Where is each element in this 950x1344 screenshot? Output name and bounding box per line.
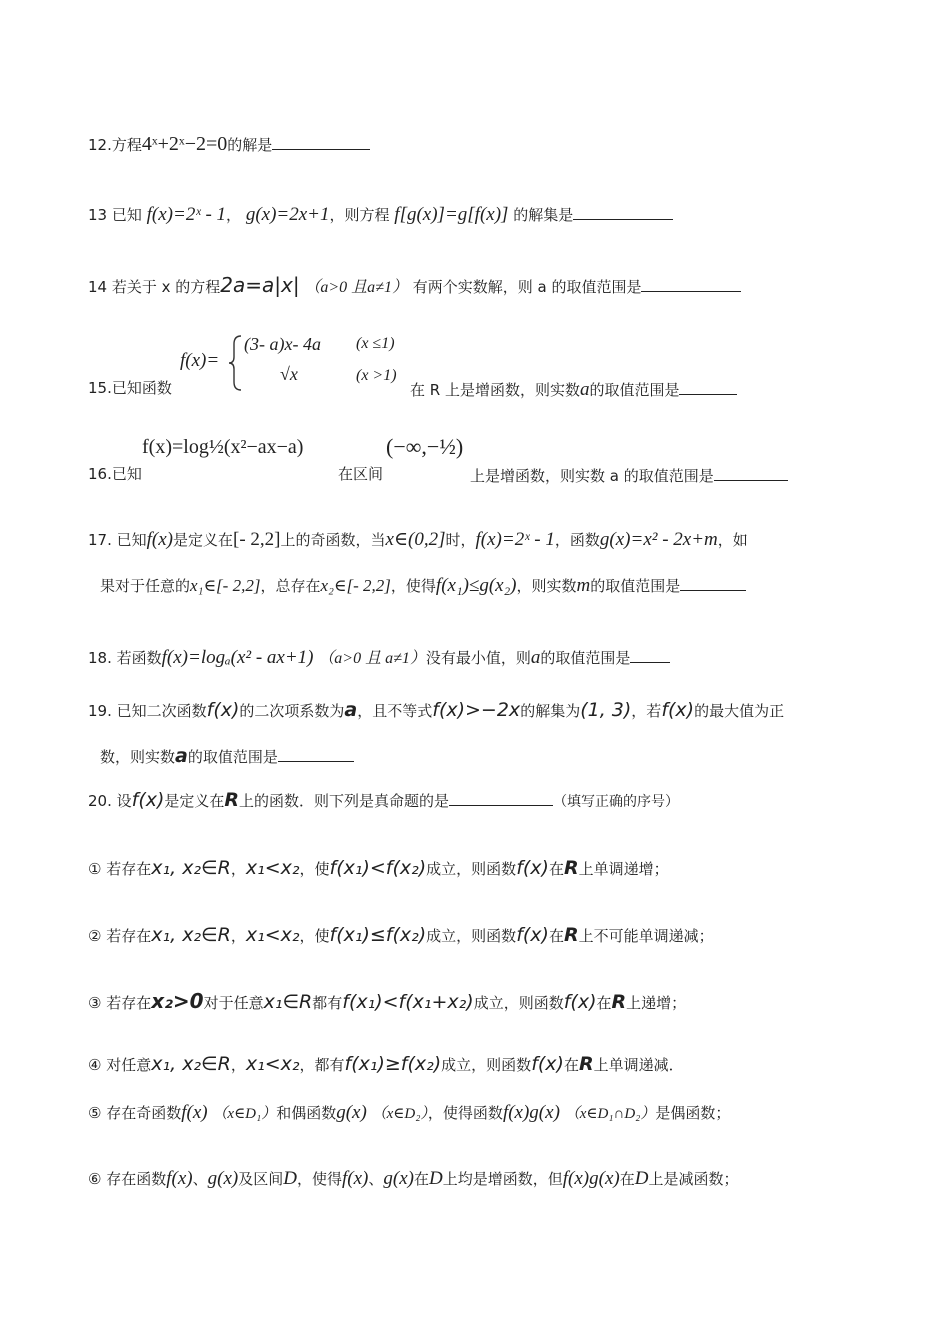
statement-2-text-5: 在 — [548, 927, 564, 945]
q14-equation: 2a=a|x| — [220, 273, 300, 297]
q15-cond2: (x >1) — [356, 367, 397, 384]
statement-5 — [88, 1101, 730, 1126]
question-17-line-2 — [100, 574, 746, 598]
q19-a-2: a — [175, 745, 188, 767]
statement-4-R: R — [578, 1053, 594, 1075]
q15-mid: 在 R 上是增函数，则实数 — [410, 381, 580, 399]
q17-text-1: 是定义在 — [173, 531, 234, 549]
statement-6-mark: ⑥ — [88, 1170, 102, 1188]
q20-R: R — [224, 789, 240, 811]
statement-4-text-1: 对任意 — [106, 1056, 152, 1074]
statement-2-relation: f(x₁)≤f(x₂) — [329, 924, 427, 946]
statement-1-text-5: 在 — [548, 860, 564, 878]
q15-var-a: a — [579, 379, 590, 400]
q15-left-brace — [228, 334, 244, 392]
q20-text-1: 是定义在 — [164, 792, 225, 810]
q13-mid: ，则方程 — [329, 206, 390, 224]
q17-g-def: g(x)=x² - 2x+m — [599, 529, 718, 550]
statement-2-vars: x₁, x₂∈R — [151, 924, 231, 946]
statement-2-text-1: 若存在 — [106, 927, 152, 945]
statement-2-mark: ② — [88, 927, 102, 945]
statement-1 — [88, 856, 669, 881]
statement-3-vars: x₂>0 — [151, 989, 204, 1013]
q20-note: （填写正确的序号） — [553, 794, 680, 810]
q17-domain: [- 2,2] — [233, 529, 281, 550]
q17-text-8: ，使得 — [390, 577, 436, 595]
statement-1-R: R — [563, 857, 579, 879]
q15-cond1: (x ≤1) — [356, 335, 395, 352]
statement-4-text-2: ， — [230, 1056, 246, 1074]
statement-6-text-6: 在 — [413, 1170, 429, 1188]
statement-5-cond-1: （x∈D₁） — [212, 1106, 277, 1122]
statement-5-text-4: 是偶函数； — [655, 1104, 731, 1122]
question-12 — [88, 132, 370, 157]
q19-prefix: 19. 已知二次函数 — [88, 702, 207, 720]
q18-answer-blank[interactable] — [630, 646, 670, 663]
statement-3-text-3: 都有 — [312, 994, 343, 1012]
statement-6-text-3: 及区间 — [238, 1170, 284, 1188]
q13-sep: ， — [226, 206, 242, 224]
q19-text-3: 的解集为 — [520, 702, 581, 720]
q17-text-9: ，则实数 — [516, 577, 577, 595]
statement-4-text-4: 成立，则函数 — [441, 1056, 532, 1074]
statement-4-text-5: 在 — [563, 1056, 579, 1074]
question-20 — [88, 788, 679, 814]
q13-answer-blank[interactable] — [573, 203, 673, 220]
q19-text-6: 数，则实数 — [100, 748, 176, 766]
q16-answer-blank[interactable] — [714, 464, 788, 481]
statement-3-mark: ③ — [88, 994, 102, 1012]
statement-5-text-3: ，使得函数 — [427, 1104, 503, 1122]
q20-text-2: 上的函数．则下列是真命题的是 — [239, 792, 450, 810]
statement-1-text-4: 成立，则函数 — [426, 860, 517, 878]
statement-6-f: f(x) — [166, 1168, 193, 1189]
question-17-line-1 — [88, 528, 748, 552]
q16-interval: (−∞,−½) — [386, 434, 464, 459]
statement-4-vars: x₁, x₂∈R — [151, 1053, 231, 1075]
statement-4-relation: f(x₁)≥f(x₂) — [344, 1053, 442, 1075]
statement-1-text-6: 上单调递增； — [578, 860, 669, 878]
statement-4-text-3: ，都有 — [299, 1056, 345, 1074]
statement-5-text-1: 存在奇函数 — [106, 1104, 182, 1122]
statement-5-g: g(x) — [336, 1102, 367, 1123]
q17-text-5: ，如 — [717, 531, 748, 549]
q17-text-6: 果对于任意的 — [100, 577, 191, 595]
statement-2 — [88, 923, 714, 948]
statement-6-text-7: 上均是增函数，但 — [442, 1170, 563, 1188]
statement-5-f: f(x) — [181, 1102, 208, 1123]
statement-1-mark: ① — [88, 860, 102, 878]
q17-prefix: 17. 已知 — [88, 531, 147, 549]
statement-6-fg: f(x)g(x) — [562, 1168, 620, 1189]
q19-text-4: ，若 — [631, 702, 662, 720]
statement-4 — [88, 1052, 684, 1077]
statement-1-f: f(x) — [516, 857, 549, 879]
question-19-line-1 — [88, 698, 784, 723]
statement-2-f: f(x) — [516, 924, 549, 946]
statement-6-text-1: 存在函数 — [106, 1170, 167, 1188]
question-19-line-2 — [100, 744, 354, 769]
q17-text-4: ，函数 — [554, 531, 600, 549]
q12-prefix: 12.方程 — [88, 136, 142, 154]
q14-condition: （a>0 且a≠1） — [304, 279, 408, 296]
statement-2-order: x₁<x₂ — [245, 924, 300, 946]
q14-prefix: 14 若关于 x 的方程 — [88, 278, 221, 296]
q14-answer-blank[interactable] — [641, 275, 741, 292]
statement-3-order: x₁∈R — [263, 991, 313, 1013]
statement-3-text-1: 若存在 — [106, 994, 152, 1012]
statement-3-text-2: 对于任意 — [203, 994, 264, 1012]
statement-2-text-3: ，使 — [299, 927, 330, 945]
statement-6-D-3: D — [634, 1168, 649, 1189]
q15-suffix: 的取值范围是 — [589, 381, 680, 399]
statement-1-text-1: 若存在 — [106, 860, 152, 878]
q17-x2-range: x₂∈[- 2,2] — [320, 576, 391, 595]
q19-f-2: f(x) — [661, 699, 695, 721]
q12-equation: 4ˣ+2ˣ−2=0 — [141, 133, 228, 155]
statement-3-text-6: 上递增； — [626, 994, 687, 1012]
statement-1-text-3: ，使 — [299, 860, 330, 878]
question-18 — [88, 646, 670, 671]
q20-f: f(x) — [131, 789, 165, 811]
statement-5-text-2: 和偶函数 — [276, 1104, 337, 1122]
q17-f: f(x) — [146, 529, 173, 550]
statement-6-text-4: ，使得 — [296, 1170, 342, 1188]
q19-solution-set: (1, 3) — [580, 699, 632, 721]
q18-prefix: 18. 若函数 — [88, 649, 162, 667]
statement-3 — [88, 989, 686, 1015]
question-13 — [88, 203, 673, 227]
q15-case1: (3- a)x- 4a — [244, 334, 321, 354]
q15-prefix: 15.已知函数 — [88, 379, 172, 397]
q20-answer-blank[interactable] — [449, 789, 553, 806]
q18-var-a: a — [530, 647, 541, 668]
statement-4-f: f(x) — [531, 1053, 564, 1075]
q13-f-def: f(x)=2ˣ - 1 — [146, 204, 227, 225]
q17-answer-blank[interactable] — [680, 574, 746, 591]
statement-4-text-6: 上单调递减． — [593, 1056, 684, 1074]
q17-inequality: f(x₁)≤g(x₂) — [435, 575, 517, 596]
q18-suffix: 的取值范围是 — [540, 649, 631, 667]
q12-suffix: 的解是 — [227, 136, 273, 154]
q18-mid: 没有最小值，则 — [425, 649, 531, 667]
q15-lhs: f(x)= — [180, 350, 220, 371]
q13-g-def: g(x)=2x+1 — [245, 204, 330, 225]
q17-text-7: ，总存在 — [260, 577, 321, 595]
statement-1-order: x₁<x₂ — [245, 857, 300, 879]
statement-6-text-5: 、 — [368, 1170, 384, 1188]
statement-5-mark: ⑤ — [88, 1104, 102, 1122]
statement-2-R: R — [563, 924, 579, 946]
statement-6-text-8: 在 — [619, 1170, 635, 1188]
statement-5-cond-2: （x∈D₂） — [371, 1106, 428, 1122]
statement-3-text-4: 成立，则函数 — [473, 994, 564, 1012]
q13-equation: f[g(x)]=g[f(x)] — [394, 204, 509, 225]
q19-text-7: 的取值范围是 — [187, 748, 278, 766]
statement-6-text-2: 、 — [192, 1170, 208, 1188]
q20-prefix: 20. 设 — [88, 792, 132, 810]
q16-mid: 在区间 — [338, 465, 384, 483]
statement-5-fg: f(x)g(x) — [502, 1102, 560, 1123]
q17-f-def: f(x)=2ˣ - 1 — [475, 529, 555, 550]
q17-x1-range: x₁∈[- 2,2] — [190, 576, 261, 595]
statement-2-text-2: ， — [230, 927, 246, 945]
q16-prefix: 16.已知 — [88, 465, 142, 483]
q15-answer-blank[interactable] — [679, 378, 737, 395]
question-14 — [88, 273, 741, 300]
q19-f: f(x) — [206, 699, 240, 721]
statement-6-D: D — [283, 1168, 297, 1189]
q19-a: a — [344, 699, 358, 721]
statement-6-g-2: g(x) — [383, 1168, 414, 1189]
q16-expression: f(x)=log½(x²−ax−a) — [142, 436, 304, 458]
q19-text-1: 的二次项系数为 — [239, 702, 345, 720]
statement-3-f: f(x) — [563, 991, 597, 1013]
statement-3-R: R — [611, 991, 627, 1013]
q16-suffix: 上是增函数，则实数 a 的取值范围是 — [470, 467, 714, 485]
statement-6 — [88, 1167, 738, 1191]
statement-4-mark: ④ — [88, 1056, 102, 1074]
statement-5-cond-3: （x∈D₁∩D₂） — [564, 1106, 656, 1122]
q17-text-2: 上的奇函数，当 — [280, 531, 386, 549]
q19-inequality: f(x)>−2x — [432, 699, 521, 721]
q17-m: m — [576, 575, 591, 596]
statement-1-vars: x₁, x₂∈R — [151, 857, 231, 879]
q13-prefix: 13 已知 — [88, 206, 142, 224]
statement-1-relation: f(x₁)<f(x₂) — [329, 857, 427, 879]
q19-text-5: 的最大值为正 — [694, 702, 785, 720]
q17-text-3: 时， — [445, 531, 476, 549]
statement-4-order: x₁<x₂ — [245, 1053, 300, 1075]
statement-2-text-6: 上不可能单调递减； — [578, 927, 714, 945]
statement-6-f-2: f(x) — [342, 1168, 369, 1189]
q18-condition: （a>0 且 a≠1） — [318, 650, 426, 667]
q17-x-range: x∈(0,2] — [385, 529, 446, 550]
q17-text-10: 的取值范围是 — [590, 577, 681, 595]
q12-answer-blank[interactable] — [272, 133, 370, 150]
q19-answer-blank[interactable] — [278, 745, 354, 762]
statement-1-text-2: ， — [230, 860, 246, 878]
statement-6-g: g(x) — [207, 1168, 239, 1189]
q19-text-2: ，且不等式 — [357, 702, 433, 720]
q18-expression: f(x)=logₐ(x² - ax+1) — [161, 647, 314, 668]
q15-tail — [410, 378, 737, 400]
statement-3-text-5: 在 — [596, 994, 612, 1012]
q16-tail — [470, 464, 788, 486]
statement-3-relation: f(x₁)<f(x₁+x₂) — [342, 991, 474, 1013]
statement-6-text-9: 上是减函数； — [648, 1170, 739, 1188]
q14-suffix: 有两个实数解，则 a 的取值范围是 — [412, 278, 642, 296]
q13-suffix: 的解集是 — [513, 206, 574, 224]
q15-case2: √x — [280, 364, 298, 384]
statement-6-D-2: D — [429, 1168, 443, 1189]
statement-2-text-4: 成立，则函数 — [426, 927, 517, 945]
